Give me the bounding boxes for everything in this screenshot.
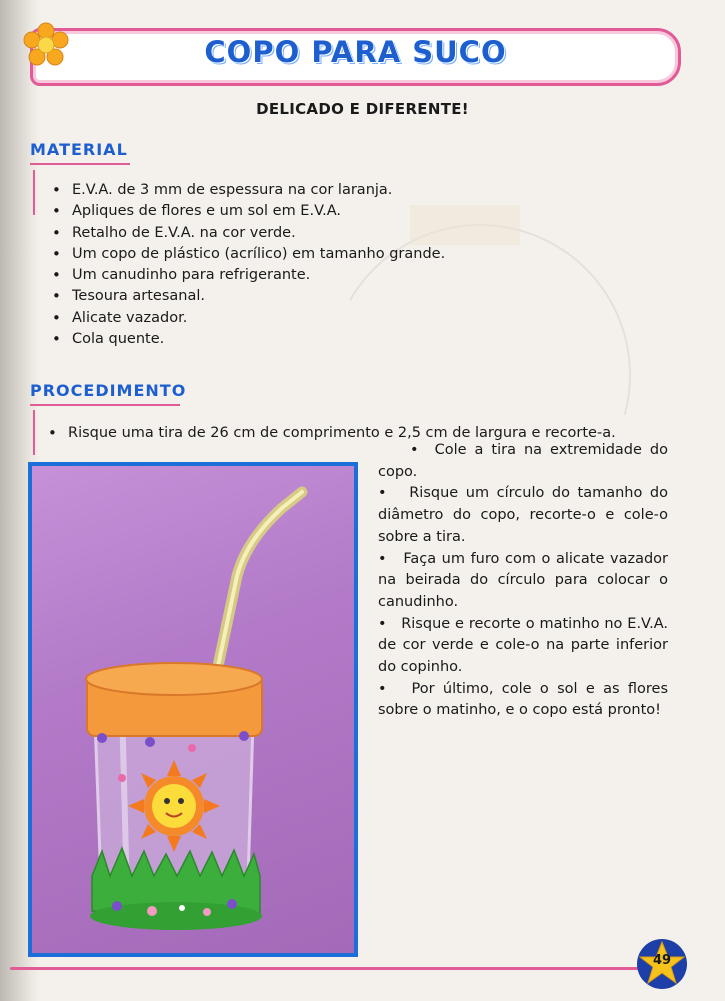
procedure-step-text: Risque um círculo do tamanho do diâmetro do copo, recorte-o e cole-o sobre a tira. [378,485,668,545]
page-title: COPO PARA SUCO [204,35,507,69]
procedure-step-text: Faça um furo com o alicate vazador na beirada do círculo para colocar o canudinho. [378,550,668,610]
procedimento-side-arrow [33,410,35,455]
procedure-step: • Risque uma tira de 26 cm de comprimento e 2,5 cm de largura e recorte-a. [48,423,616,444]
material-item: • Cola quente. [52,329,445,350]
material-item: • Tesoura artesanal. [52,286,445,307]
cup-illustration [32,466,354,953]
material-heading-underline [30,163,130,165]
material-item: • Um copo de plástico (acrílico) em tamanho grande. [52,244,445,265]
procedure-step: • Cole a tira na extremidade do copo. [378,442,668,480]
procedure-steps [378,440,668,722]
material-item: • Um canudinho para refrigerante. [52,265,445,286]
footer-rule [10,967,640,970]
material-item: • Alicate vazador. [52,308,445,329]
material-list [52,180,445,350]
material-side-arrow [33,170,35,215]
page-subtitle: DELICADO E DIFERENTE! [256,100,469,118]
procedure-step-text: Por último, cole o sol e as flores sobre o matinho, e o copo está pronto! [378,680,668,719]
procedimento-heading-underline [30,404,180,406]
material-item: • Retalho de E.V.A. na cor verde. [52,223,445,244]
material-heading: MATERIAL [30,140,128,159]
procedure-step: • Por último, cole o sol e as flores sobre o matinho, e o copo está pronto! [378,680,668,719]
material-item: • Apliques de flores e um sol em E.V.A. [52,201,445,222]
procedimento-heading: PROCEDIMENTO [30,381,187,400]
procedure-step: • Risque um círculo do tamanho do diâmetro do copo, recorte-o e cole-o sobre a tira. [378,485,668,545]
procedure-step-text: Cole a tira na extremidade do copo. [378,442,668,480]
procedure-step-text: Risque e recorte o matinho no E.V.A. de cor verde e cole-o na parte inferior do copinho. [378,615,668,676]
procedure-step: • Risque e recorte o matinho no E.V.A. de cor verde e cole-o na parte inferior do copinho. [378,615,668,676]
material-item: • E.V.A. de 3 mm de espessura na cor laranja. [52,180,445,201]
title-banner [30,28,681,86]
flower-icon [22,22,70,70]
procedure-step: • Faça um furo com o alicate vazador na beirada do círculo para colocar o canudinho. [378,550,668,610]
finished-cup-photo [28,462,358,957]
page-number: 49 [652,953,672,968]
